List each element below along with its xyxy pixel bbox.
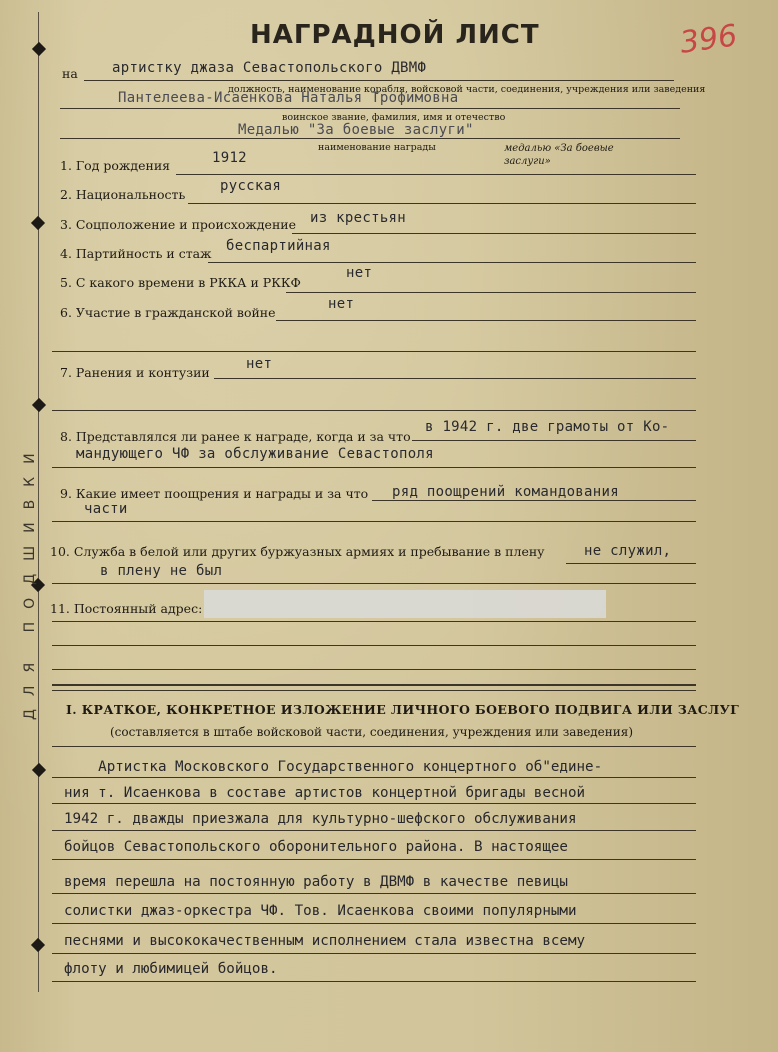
field-value-white-army-cont: в плену не был [100,563,223,579]
field-label-address: 11. Постоянный адрес: [50,601,203,616]
merit-text-line: флоту и любимицей бойцов. [64,961,278,977]
underline [52,645,696,646]
binding-hole-marker [32,763,46,777]
field-value-previous-awards: в 1942 г. две грамоты от Ко- [425,419,670,435]
underline [208,262,696,263]
name-caption: воинское звание, фамилия, имя и отечество [282,112,506,123]
underline [52,621,696,622]
underline [188,203,696,204]
document-title: НАГРАДНОЙ ЛИСТ [250,20,540,50]
field-label-previous-awards: 8. Представлялся ли ранее к награде, когда и за что [60,429,411,444]
underline [52,669,696,670]
underline [52,893,696,894]
underline [176,174,696,175]
binding-hole-marker [32,398,46,412]
name-value: Пантелеева-Исаенкова Наталья Трофимовна [118,90,459,106]
position-caption: должность, наименование корабля, войсковой части, соединения, учреждения или заведения [228,84,706,95]
section-divider [52,684,696,686]
merit-text-line: 1942 г. дважды приезжала для культурно-шефского обслуживания [64,811,577,827]
underline [52,410,696,411]
underline [52,777,696,778]
underline [52,923,696,924]
underline [412,440,696,441]
underline [60,138,680,139]
field-value-civil-war: нет [328,296,355,312]
underline [52,830,696,831]
vertical-margin-label: ДЛЯ ПОДШИВКИ [22,440,38,720]
field-label-wounds: 7. Ранения и контузии [60,365,210,380]
field-label-encouragements: 9. Какие имеет поощрения и награды и за что [60,486,369,501]
field-value-encouragements-cont: части [84,501,128,517]
underline [214,378,696,379]
underline [52,859,696,860]
field-label-white-army: 10. Служба в белой или других буржуазных армиях и пребывание в плену [50,544,545,559]
section-subheading: (составляется в штабе войсковой части, соединения, учреждения или заведения) [110,725,634,739]
merit-text-line: солистки джаз-оркестра ЧФ. Тов. Исаенкова своими популярными [64,903,577,919]
binding-hole-marker [31,938,45,952]
section-heading: I. КРАТКОЕ, КОНКРЕТНОЕ ИЗЛОЖЕНИЕ ЛИЧНОГО БОЕВОГО ПОДВИГА ИЛИ ЗАСЛУГ [66,702,740,717]
binding-hole-marker [31,216,45,230]
underline [52,953,696,954]
underline [276,320,696,321]
underline [52,746,696,747]
underline [52,467,696,468]
underline [52,583,696,584]
field-label-social-origin: 3. Соцположение и происхождение [60,217,297,232]
underline [52,351,696,352]
underline [52,803,696,804]
binding-margin-line [38,12,39,992]
field-label-party: 4. Партийность и стаж [60,246,212,261]
on-prefix: на [62,66,78,81]
underline [52,521,696,522]
underline [566,563,696,564]
underline [84,80,674,81]
merit-text-line: песнями и высококачественным исполнением стала известна всему [64,933,586,949]
field-value-nationality: русская [220,178,282,194]
award-handwritten-note: медалью «За боевые заслуги» [504,143,614,167]
merit-text-line: ния т. Исаенкова в составе артистов концертной бригады весной [64,785,586,801]
merit-text-line: Артистка Московского Государственного концертного об"едине- [64,759,603,775]
underline [292,233,696,234]
merit-text-line: время перешла на постоянную работу в ДВМФ в качестве певицы [64,874,568,890]
underline [60,108,680,109]
field-label-birth-year: 1. Год рождения [60,158,171,173]
field-value-birth-year: 1912 [212,150,247,166]
field-value-white-army: не служил, [584,543,672,559]
merit-text-line: бойцов Севастопольского оборонительного района. В настоящее [64,839,568,855]
field-value-previous-awards-cont: мандующего ЧФ за обслуживание Севастополя [76,446,434,462]
field-label-nationality: 2. Национальность [60,187,186,202]
field-value-wounds: нет [246,356,273,372]
position-value: артистку джаза Севастопольского ДВМФ [112,60,427,76]
underline [372,500,696,501]
field-value-party: беспартийная [226,238,331,254]
redaction-block [204,590,606,618]
underline [286,292,696,293]
award-caption: наименование награды [318,142,436,153]
section-divider [52,690,696,691]
binding-hole-marker [32,42,46,56]
field-label-civil-war: 6. Участие в гражданской войне [60,305,276,320]
field-label-rkka: 5. С какого времени в РККА и РККФ [60,275,301,290]
field-value-rkka: нет [346,265,373,281]
field-value-social-origin: из крестьян [310,210,407,226]
award-value: Медалью "За боевые заслуги" [238,122,474,138]
archive-page-number: 396 [677,18,740,61]
field-value-encouragements: ряд поощрений командования [392,484,619,500]
underline [52,981,696,982]
